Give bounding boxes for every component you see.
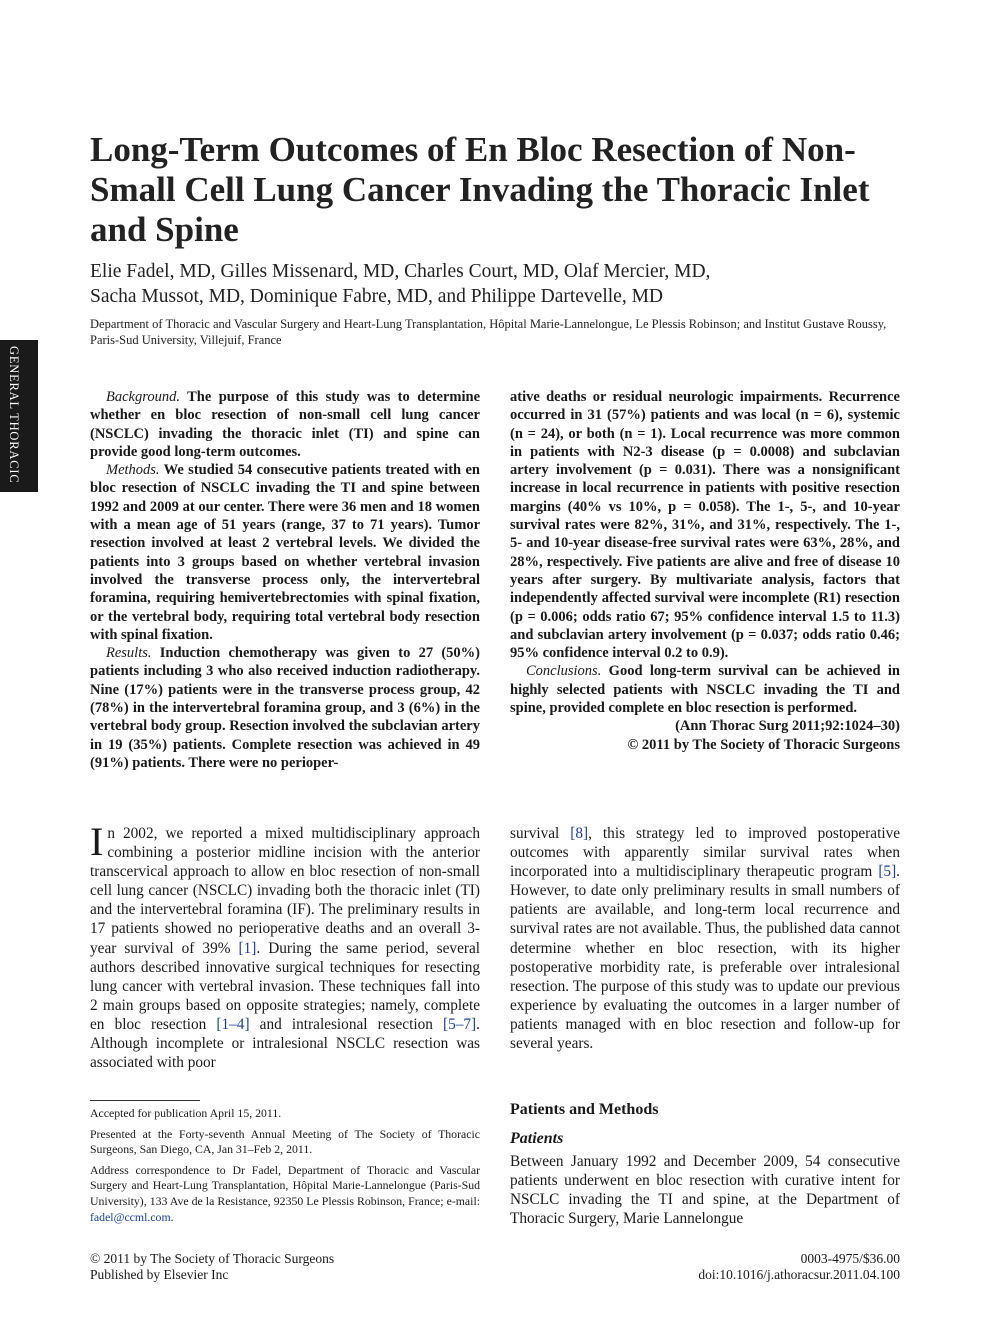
abstract-methods (90, 461, 480, 644)
intro-left-column (90, 819, 481, 1072)
article-title: Long-Term Outcomes of En Bloc Resection of Non-Small Cell Lung Cancer Invading the Thoracic Inlet and Spine (90, 130, 870, 249)
background-label: Background. (106, 389, 180, 405)
intro-paragraph-continued (510, 824, 900, 1053)
intro-text-4: . Although incomplete or intralesional NSCLC resection was associated with poor (90, 1015, 480, 1072)
methods-text: We studied 54 consecutive patients treated with en bloc resection of NSCLC invading the TI and spine between 1992 and 2009 at our center. There were 36 men and 18 women with a mean age of 51 years (range, 37 to 71 years). Tumor resection involved at least 2 vertebral levels. We divided the patients into 3 groups based on whether vertebral invasion involved the transverse process only, the intervertebral foramina, requiring hemivertebrectomies with spinal fixation, or the vertebral body, requiring total vertebral body resection with spinal fixation. (90, 462, 480, 643)
footer-issn: 0003-4975/$36.00 (800, 1251, 900, 1266)
footnote-presented: Presented at the Forty-seventh Annual Meeting of The Society of Thoracic Surgeons, San Diego, CA, Jan 31–Feb 2, 2011. (90, 1126, 480, 1157)
abstract-left-column (90, 388, 480, 772)
methods-label: Methods. (106, 462, 160, 479)
section-tab-label: GENERAL THORACIC (7, 346, 21, 484)
footer-right (698, 1251, 900, 1282)
reference-link-5-7[interactable]: [5–7] (443, 1015, 477, 1033)
intro-right-column (510, 824, 900, 1053)
footer-left (90, 1251, 334, 1282)
section-tab (0, 340, 38, 492)
intro-text-3: and intralesional resection (249, 1015, 444, 1033)
author-list (90, 259, 920, 309)
intro-text-5: survival (510, 825, 571, 842)
author-line-2: Sacha Mussot, MD, Dominique Fabre, MD, and Philippe Dartevelle, MD (90, 286, 664, 307)
footer-copyright: © 2011 by The Society of Thoracic Surgeons (90, 1251, 335, 1266)
footer-doi: doi:10.1016/j.athoracsur.2011.04.100 (698, 1266, 900, 1282)
abstract-right-column (510, 388, 900, 754)
abstract-copyright: © 2011 by The Society of Thoracic Surgeons (627, 736, 900, 753)
results-label: Results. (106, 645, 152, 662)
footer-publisher: Published by Elsevier Inc (90, 1266, 229, 1282)
results-text: Induction chemotherapy was given to 27 (50%) patients including 3 who also received induction radiotherapy. Nine (17%) patients were in the transverse process group, 42 (78%) in the intervertebral foramina group, and 3 (6%) in the vertebral body group. Resection involved the subclavian artery in 19 (35%) patients. Complete resection was achieved in 49 (91%) patients. There were no perioper- (90, 645, 480, 771)
affiliation: Department of Thoracic and Vascular Surgery and Heart-Lung Transplantation, Hôpital Marie-Lannelongue, Le Plessis Robinson; and Institut Gustave Roussy, Paris-Sud University, Villejuif, France (90, 317, 887, 347)
footnote-address-end: . (170, 1209, 174, 1224)
footnote-address-text: Address correspondence to Dr Fadel, Department of Thoracic and Vascular Surgery and Heart-Lung Transplantation, Hôpital Marie-Lannelongue (Paris-Sud University), 133 Ave de la Resistance, 92350 Le Plessis Robinson, France; e-mail: (90, 1162, 480, 1208)
intro-text-1: n 2002, we reported a mixed multidisciplinary approach combining a posterior midline incision with the anterior transcervical approach to allow en bloc resection of non-small cell lung cancer (NSCLC) invading both the thoracic inlet (TI) and the intervertebral foramina (IF). The preliminary results in 17 patients showed no perioperative deaths and an overall 3-year survival of 39% (90, 825, 480, 957)
author-line-1: Elie Fadel, MD, Gilles Missenard, MD, Charles Court, MD, Olaf Mercier, MD, (90, 261, 711, 282)
conclusions-label: Conclusions. (526, 663, 602, 680)
footnote-accepted: Accepted for publication April 15, 2011. (90, 1106, 282, 1120)
journal-citation: (Ann Thorac Surg 2011;92:1024–30) (675, 718, 900, 735)
drop-cap: I (90, 819, 104, 864)
footnote-address (90, 1163, 480, 1225)
conclusions-text: Good long-term survival can be achieved in highly selected patients with NSCLC invading the TI and spine, provided complete en bloc resection is performed. (510, 663, 900, 717)
intro-text-2: . During the same period, several authors described innovative surgical techniques for resecting lung cancer with vertebral invasion. These techniques fall into 2 main groups based on opposite strategies; namely, complete en bloc resection (90, 939, 481, 1033)
reference-link-1-4[interactable]: [1–4] (216, 1015, 250, 1033)
reference-link-1[interactable]: [1] (238, 939, 257, 957)
email-link[interactable]: fadel@ccml.com (90, 1209, 171, 1224)
abstract-results-continued: ative deaths or residual neurologic impairments. Recurrence occurred in 31 (57%) patients and was local (n = 6), systemic (n = 24), or both (n = 1). Local recurrence was more common in patients with N2-3 disease (p = 0.0008) and subclavian artery involvement (p = 0.031). There was a nonsignificant increase in local recurrence in patients with positive resection margins (40% vs 10%, p = 0.058). The 1-, 5-, and 10-year survival rates were 82%, 31%, and 31%, respectively. The 1-, 5- and 10-year disease-free survival rates were 63%, 28%, and 28%, respectively. Five patients are alive and free of disease 10 years after surgery. By multivariate analysis, factors that independently affected survival were incomplete (R1) resection (p = 0.006; odds ratio 67; 95% confidence interval 1.5 to 11.3) and subclavian artery involvement (p = 0.037; odds ratio 0.46; 95% confidence interval 0.2 to 0.9). (510, 389, 900, 662)
abstract-conclusions (510, 662, 900, 717)
intro-text-6: , this strategy led to improved postoperative outcomes with apparently similar survival rates when incorporated into a multidisciplinary therapeutic program (510, 825, 901, 881)
section-heading: Patients and Methods (510, 1101, 659, 1118)
reference-link-5[interactable]: [5] (878, 863, 897, 881)
abstract-results (90, 644, 480, 772)
abstract-background (90, 388, 480, 461)
intro-paragraph (90, 819, 481, 1072)
footnotes (90, 1106, 480, 1230)
reference-link-8[interactable]: [8] (570, 825, 589, 842)
patients-paragraph: Between January 1992 and December 2009, 54 consecutive patients underwent en bloc resection with curative intent for NSCLC invading the TI and spine, at the Department of Thoracic Surgery, Marie Lannelongue (510, 1153, 900, 1228)
background-text: The purpose of this study was to determine whether en bloc resection of non-small cell lung cancer (NSCLC) invading the thoracic inlet (TI) and spine can provide good long-term outcomes. (90, 389, 480, 460)
subsection-heading: Patients (510, 1130, 564, 1147)
footnote-divider (90, 1100, 200, 1101)
intro-text-7: . However, to date only preliminary results in small numbers of patients are available, and long-term local recurrence and survival rates are not available. Thus, the published data cannot determine whether en bloc resection, with its higher postoperative morbidity rate, is preferable over intralesional resection. The purpose of this study was to update our previous experience by evaluating the outcomes in a larger number of patients managed with en bloc resection and follow-up for several years. (510, 863, 900, 1053)
